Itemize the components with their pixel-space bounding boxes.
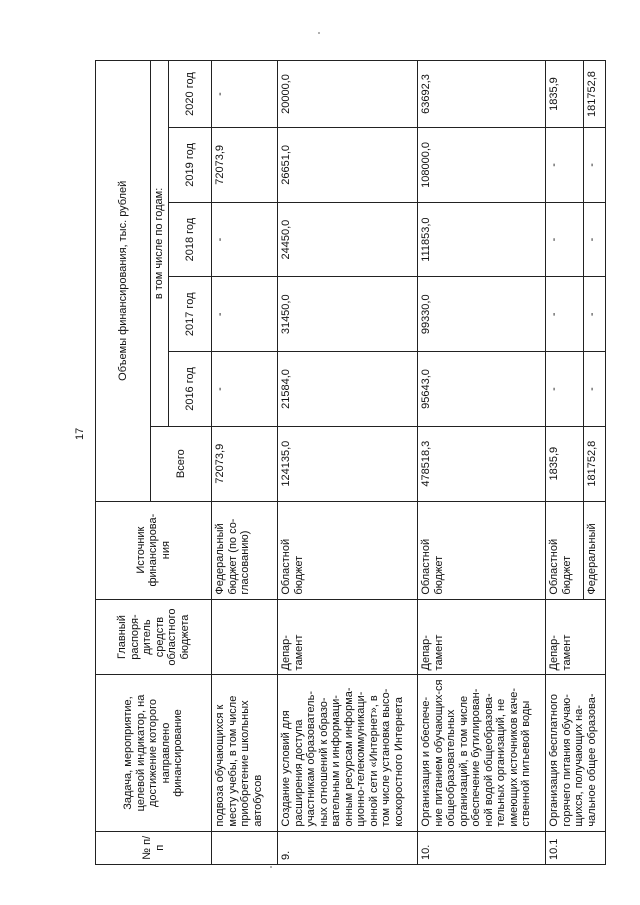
cell-year: -	[212, 277, 278, 352]
cell-num: 9.	[278, 831, 418, 864]
cell-year: 99330,0	[418, 277, 546, 352]
page-number: 17	[74, 427, 86, 440]
cell-year: 1835,9	[546, 61, 584, 128]
cell-source: Областной бюджет	[546, 501, 584, 599]
cell-year: 21584,0	[278, 352, 418, 427]
cell-year: 63692,3	[418, 61, 546, 128]
header-total: Всего	[151, 426, 212, 501]
header-year: 2016 год	[169, 352, 212, 427]
cell-year: -	[212, 352, 278, 427]
header-task: Задача, мероприятие, целевой индикатор, на достижение которого направлено финансирование	[96, 675, 212, 831]
funding-table	[95, 60, 606, 865]
cell-source: Федеральный	[584, 501, 606, 599]
cell-year: 26651,0	[278, 128, 418, 203]
cell-year: 108000,0	[418, 128, 546, 203]
rotated-table-container	[95, 60, 615, 865]
cell-year: -	[212, 202, 278, 277]
cell-num: 10.	[418, 831, 546, 864]
header-by-years: в том числе по годам:	[151, 61, 169, 427]
cell-num	[212, 831, 278, 864]
cell-source: Областной бюджет	[418, 501, 546, 599]
cell-year: -	[584, 277, 606, 352]
cell-year: 20000,0	[278, 61, 418, 128]
header-year: 2019 год	[169, 128, 212, 203]
cell-year: -	[546, 202, 584, 277]
table-row	[418, 61, 546, 865]
cell-year: 24450,0	[278, 202, 418, 277]
header-year: 2017 год	[169, 277, 212, 352]
header-manager: Главный распоря-дитель средств областного бюджета	[96, 599, 212, 675]
header-funding: Объемы финансирования, тыс. рублей	[96, 61, 151, 502]
scan-dot	[270, 866, 272, 868]
cell-manager: Депар-тамент	[546, 599, 606, 675]
header-year: 2018 год	[169, 202, 212, 277]
cell-total: 124135,0	[278, 426, 418, 501]
cell-year: 31450,0	[278, 277, 418, 352]
header-year: 2020 год	[169, 61, 212, 128]
cell-year: 95643,0	[418, 352, 546, 427]
cell-year: -	[546, 352, 584, 427]
cell-total: 181752,8	[584, 426, 606, 501]
cell-year: -	[584, 128, 606, 203]
cell-manager: Депар-тамент	[278, 599, 418, 675]
cell-task: Создание условий для расширения доступа участникам образователь-ных отношений к образо-вательным и информаци-онным ресурсам информа-ционно-телекоммуникаци-онной сети «Интернет», в том числе установка высо-коскоростного Интернета	[278, 675, 418, 831]
cell-num: 10.1	[546, 831, 606, 864]
table-row	[546, 61, 584, 865]
header-num: № п/п	[96, 831, 212, 864]
table-row	[212, 61, 278, 865]
cell-source: Федеральный бюджет (по со-гласованию)	[212, 501, 278, 599]
cell-year: 72073,9	[212, 128, 278, 203]
cell-total: 1835,9	[546, 426, 584, 501]
cell-total: 478518,3	[418, 426, 546, 501]
cell-manager	[212, 599, 278, 675]
header-source: Источник финансирова-ния	[96, 501, 212, 599]
scan-dot	[318, 32, 320, 34]
cell-year: 111853,0	[418, 202, 546, 277]
cell-manager: Депар-тамент	[418, 599, 546, 675]
cell-source: Областной бюджет	[278, 501, 418, 599]
cell-year: -	[584, 352, 606, 427]
cell-year: -	[212, 61, 278, 128]
cell-task: Организация и обеспече-ние питанием обучающих-ся общеобразовательных организаций, в том числе обеспечение бутилирован-ной водой общеобразова-тельных организаций, не имеющих источников каче-ственной питьевой воды	[418, 675, 546, 831]
cell-year: -	[546, 128, 584, 203]
table-row	[278, 61, 418, 865]
cell-task: подвоза обучающихся к месту учебы, в том числе приобретение школьных автобусов	[212, 675, 278, 831]
cell-year: 181752,8	[584, 61, 606, 128]
cell-total: 72073,9	[212, 426, 278, 501]
cell-task: Организация бесплатного горячего питания обучаю-щихся, получающих на-чальное общее образова-	[546, 675, 606, 831]
cell-year: -	[546, 277, 584, 352]
cell-year: -	[584, 202, 606, 277]
